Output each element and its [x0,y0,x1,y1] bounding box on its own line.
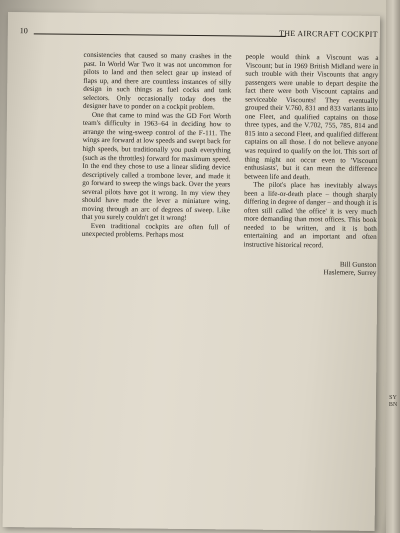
signature-place: Haslemere, Surrey [323,268,377,278]
page-number: 10 [19,26,28,36]
paragraph: consistencies that caused so many crashes in the past. In World War Two it was not uncommon for pilots to land and then select gear up instead of flaps up, and there are countless instances of silly design in such things as fuel cocks and tank selectors. Only occasionally today does the designer have to ponder on a cockpit problem. [82,50,232,112]
page-header [20,24,378,44]
paragraph: One that came to mind was the GD Fort Worth team's difficulty in 1963–64 in deciding how to arrange the wing-sweep control of the F-111. The wings are forward at low speeds and swept back for high speeds, but traditionally you push everything (such as the throttles) forward for maximum speed. In the end they chose to use a linear sliding device descriptively called a trombone lever, and made it go forward to sweep the wings back. Over the years several pilots have got it wrong. In my view they should have made the lever a miniature wing, moving through an arc of degrees of sweep. Like that you surely couldn't get it wrong! [81,110,231,223]
book-page [3,12,380,531]
running-title: THE AIRCRAFT COCKPIT [278,28,378,39]
next-page-edge [386,0,400,533]
signature-block [243,259,376,278]
paragraph: The pilot's place has inevitably always been a life-or-death place – though sharply differing in degree of danger – and though it is often still called 'the office' it is very much more demanding than most offices. This book needed to be written, and it is both entertaining and an important and often instructive historical record. [243,180,378,250]
next-page-edge-text: SYBN [388,395,398,408]
paragraph: people would think a Viscount was a Viscount; but in 1969 British Midland were in such trouble with their Viscounts that angry passengers were unable to depart despite the fact there were both Viscount captains and serviceable Viscounts! They eventually grouped their V.760, 831 and 833 variants into one Fleet, and qualified captains on those three types, and the V.702, 755, 785, 814 and 815 into a second Fleet, and qualified different captains on all those. I do not believe anyone was required to qualify on the lot. This sort of thing might not occur even to 'Viscount enthusiasts', but it can mean the difference between life and death. [244,52,379,181]
signature-name: Bill Gunston [339,260,377,269]
paragraph: Even traditional cockpits are often full of unexpected problems. Perhaps most [81,221,230,240]
header-rule [34,33,286,37]
right-column [243,53,378,278]
left-column [82,51,232,241]
